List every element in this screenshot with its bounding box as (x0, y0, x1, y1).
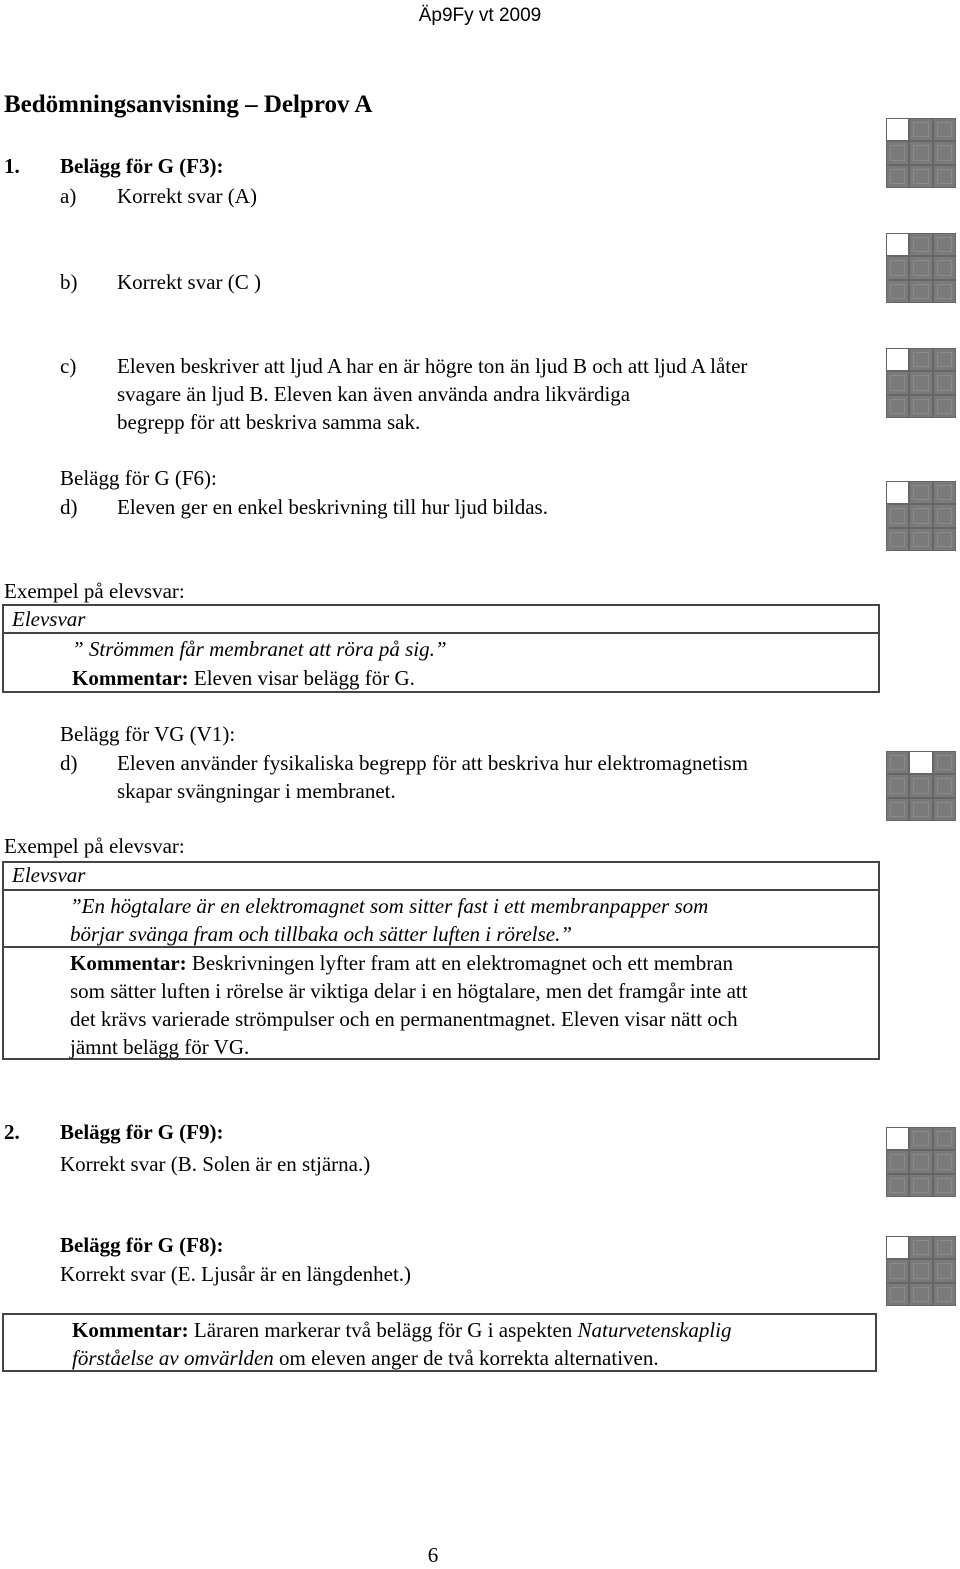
score-cell (887, 349, 908, 370)
q2-comment-part2: om eleven anger de två korrekta alternativen. (273, 1346, 659, 1370)
score-cell (910, 775, 931, 796)
score-cell (934, 257, 955, 278)
item-c-line3: begrepp för att beskriva samma sak. (117, 410, 421, 434)
score-cell (910, 281, 931, 302)
score-cell (887, 234, 908, 255)
score-grid-q2-f8 (886, 1236, 956, 1306)
score-cell (910, 372, 931, 393)
score-cell (887, 257, 908, 278)
example-title-2: Exempel på elevsvar: (4, 834, 185, 858)
score-grid-q1d (886, 481, 956, 551)
score-grid-q1c (886, 348, 956, 418)
example-box-2-divider-top (2, 889, 880, 891)
score-cell (910, 349, 931, 370)
score-cell (910, 529, 931, 550)
score-grid-q1b (886, 233, 956, 303)
criterion-g-f8: Belägg för G (F8): (60, 1233, 224, 1257)
score-cell (887, 1128, 908, 1149)
score-cell (934, 505, 955, 526)
item-b-label: b) (60, 270, 78, 294)
score-cell (910, 257, 931, 278)
score-cell (934, 1175, 955, 1196)
example-2-comment-label: Kommentar: (70, 951, 187, 975)
item-d2-line1: Eleven använder fysikaliska begrepp för att beskriva hur elektromagnetism (117, 751, 748, 775)
item-d-label: d) (60, 495, 78, 519)
q2-comment-line2 (72, 1348, 659, 1369)
page-header: Äp9Fy vt 2009 (418, 5, 542, 26)
score-cell (887, 1260, 908, 1281)
criterion-g-f3: Belägg för G (F3): (60, 154, 224, 178)
score-cell (910, 1175, 931, 1196)
criterion-g-f6: Belägg för G (F6): (60, 466, 217, 490)
score-cell (910, 1128, 931, 1149)
score-cell (887, 482, 908, 503)
score-cell (934, 396, 955, 417)
score-cell (887, 281, 908, 302)
score-cell (887, 166, 908, 187)
example-1-comment (72, 668, 415, 689)
f8-answer: Korrekt svar (E. Ljusår är en längdenhet.) (60, 1262, 412, 1286)
score-cell (910, 396, 931, 417)
score-cell (887, 505, 908, 526)
score-cell (887, 372, 908, 393)
score-grid-q1a (886, 118, 956, 188)
score-cell (910, 1260, 931, 1281)
example-1-comment-label: Kommentar: (72, 666, 189, 690)
score-cell (887, 775, 908, 796)
score-cell (934, 142, 955, 163)
criterion-vg-v1: Belägg för VG (V1): (60, 722, 236, 746)
score-cell (934, 234, 955, 255)
score-cell (887, 529, 908, 550)
example-box-1-divider (2, 632, 880, 634)
score-cell (910, 1284, 931, 1305)
score-cell (887, 396, 908, 417)
score-cell (934, 372, 955, 393)
score-cell (934, 775, 955, 796)
score-cell (934, 119, 955, 140)
score-cell (910, 1151, 931, 1172)
score-cell (910, 482, 931, 503)
score-cell (910, 142, 931, 163)
score-cell (887, 752, 908, 773)
page-number: 6 (427, 1543, 439, 1567)
page-title: Bedömningsanvisning – Delprov A (4, 91, 373, 118)
example-2-comment-line4: jämnt belägg för VG. (70, 1035, 250, 1059)
example-box-2-divider-mid (2, 946, 880, 948)
q2-comment-part1: Läraren markerar två belägg för G i aspekten (188, 1318, 578, 1342)
example-title-1: Exempel på elevsvar: (4, 579, 185, 603)
item-a-label: a) (60, 184, 77, 208)
item-a-text: Korrekt svar (A) (117, 184, 257, 208)
score-cell (934, 281, 955, 302)
score-cell (910, 1237, 931, 1258)
score-cell (934, 752, 955, 773)
score-cell (910, 234, 931, 255)
score-cell (910, 119, 931, 140)
item-c-line1: Eleven beskriver att ljud A har en är högre ton än ljud B och att ljud A låter (117, 354, 748, 378)
score-cell (934, 1128, 955, 1149)
score-cell (934, 349, 955, 370)
score-cell (934, 166, 955, 187)
example-2-comment-text: Beskrivningen lyfter fram att en elektromagnet och ett membran (186, 951, 734, 975)
score-cell (887, 142, 908, 163)
score-cell (910, 166, 931, 187)
score-cell (934, 482, 955, 503)
example-1-answer: ” Strömmen får membranet att röra på sig.” (72, 637, 447, 661)
score-cell (887, 119, 908, 140)
score-cell (934, 1260, 955, 1281)
score-grid-q2-f9 (886, 1127, 956, 1197)
item-c-label: c) (60, 354, 77, 378)
example-2-comment-line2: som sätter luften i rörelse är viktiga delar i en högtalare, men det framgår inte att (70, 979, 748, 1003)
example-2-answer-line2: börjar svänga fram och tillbaka och sätter luften i rörelse.” (70, 922, 573, 946)
score-cell (887, 1237, 908, 1258)
item-d-text: Eleven ger en enkel beskrivning till hur ljud bildas. (117, 495, 548, 519)
score-grid-q1d-vg (886, 751, 956, 821)
score-cell (934, 529, 955, 550)
score-cell (934, 1284, 955, 1305)
score-cell (934, 1237, 955, 1258)
example-1-comment-text: Eleven visar belägg för G. (188, 666, 415, 690)
score-cell (910, 505, 931, 526)
score-cell (887, 1284, 908, 1305)
example-2-comment-line1 (70, 953, 733, 974)
question-number-1: 1. (4, 154, 20, 178)
q2-comment-italic1: Naturvetenskaplig (577, 1318, 732, 1342)
example-2-comment-line3: det krävs varierade strömpulser och en permanentmagnet. Eleven visar nätt och (70, 1007, 738, 1031)
score-cell (910, 752, 931, 773)
example-2-label: Elevsvar (12, 863, 86, 887)
question-number-2: 2. (4, 1120, 20, 1144)
q2-comment-line1 (72, 1320, 732, 1341)
score-cell (887, 1175, 908, 1196)
q2-comment-label: Kommentar: (72, 1318, 189, 1342)
score-cell (887, 799, 908, 820)
item-d2-label: d) (60, 751, 78, 775)
item-d2-line2: skapar svängningar i membranet. (117, 779, 396, 803)
item-b-text: Korrekt svar (C ) (117, 270, 262, 294)
item-c-line2: svagare än ljud B. Eleven kan även använda andra likvärdiga (117, 382, 631, 406)
q2-comment-italic2: förståelse av omvärlden (72, 1346, 274, 1370)
score-cell (887, 1151, 908, 1172)
score-cell (934, 799, 955, 820)
score-cell (910, 799, 931, 820)
example-1-label: Elevsvar (12, 607, 86, 631)
score-cell (934, 1151, 955, 1172)
example-2-answer-line1: ”En högtalare är en elektromagnet som sitter fast i ett membranpapper som (70, 894, 709, 918)
f9-answer: Korrekt svar (B. Solen är en stjärna.) (60, 1152, 371, 1176)
criterion-g-f9: Belägg för G (F9): (60, 1120, 224, 1144)
